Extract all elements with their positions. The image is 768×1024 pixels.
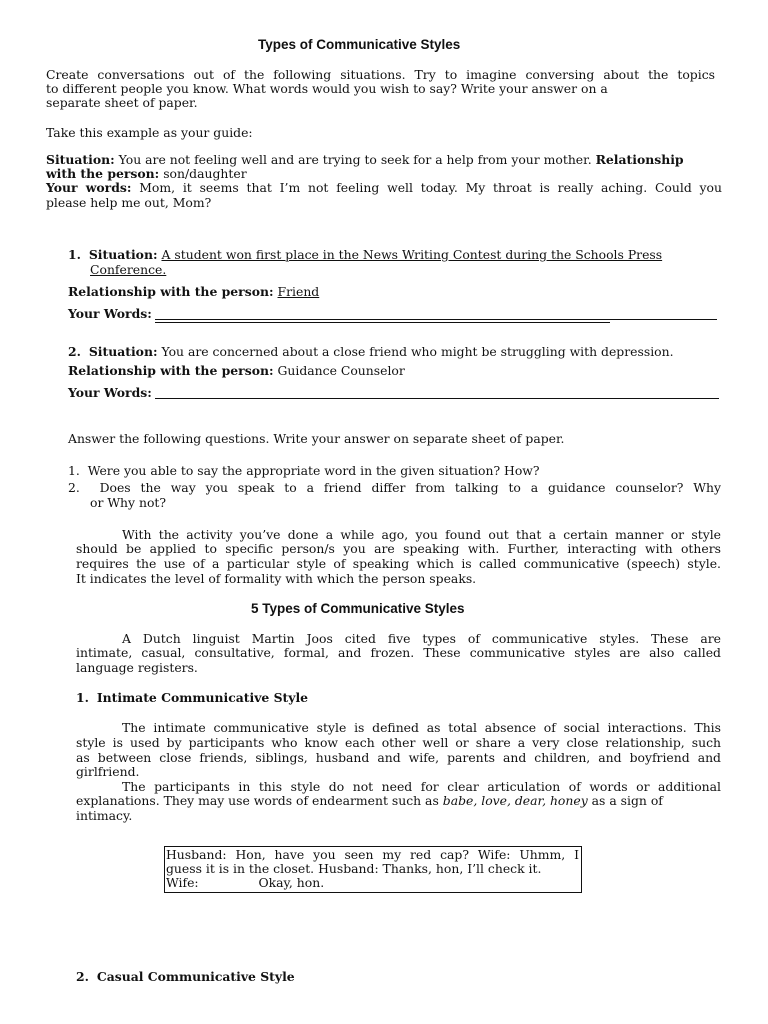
dialogue-line-2: guess it is in the closet. Husband: Thanks, hon, I’ll check it. [166, 861, 542, 876]
dialogue-line-1: Husband: Hon, have you seen my red cap? Wife: Uhmm, I [166, 847, 579, 862]
example-situation-label: Situation: [46, 152, 115, 167]
exercise-2-number: 2. [68, 344, 81, 359]
example-relationship-label-2: with the person: [46, 166, 160, 181]
intimate-p2-text-end: as a sign of [591, 793, 663, 808]
intimate-terms: babe, love, dear, honey [442, 793, 588, 808]
intimate-p2-line-2 [76, 793, 663, 808]
example-relationship-value: son/daughter [163, 166, 247, 181]
exercise-1-situation [68, 247, 662, 262]
example-words-text: Mom, it seems that I’m not feeling well today. My throat is really aching. Could you [139, 180, 722, 195]
intimate-p2-line-3: intimacy. [76, 808, 133, 823]
casual-style-title: Casual Communicative Style [96, 969, 295, 984]
exercise-1-words [68, 306, 152, 321]
example-words [46, 180, 722, 195]
intimate-p1-line-4: girlfriend. [76, 764, 140, 779]
example-situation [46, 152, 722, 167]
casual-style-heading [76, 969, 295, 984]
example-words-cont: please help me out, Mom? [46, 195, 212, 210]
exercise-1-relationship-label: Relationship with the person: [68, 284, 274, 299]
joos-line-1: A Dutch linguist Martin Joos cited five types of communicative styles. These are [122, 631, 721, 646]
body-paragraph-1-line-1: With the activity you’ve done a while ago, you found out that a certain manner or style [122, 527, 721, 542]
example-situation-text: You are not feeling well and are trying to seek for a help from your mother. [118, 152, 592, 167]
page-title: Types of Communicative Styles [258, 37, 461, 52]
intro-line-2: to different people you know. What words would you wish to say? Write your answer on a [46, 81, 608, 96]
intimate-p1-line-1: The intimate communicative style is defined as total absence of social interactions. This [122, 720, 721, 735]
example-relationship-label: Relationship [595, 152, 684, 167]
question-2 [68, 480, 721, 495]
exercise-1-answer-line-2[interactable] [155, 310, 610, 323]
question-2-cont: or Why not? [90, 495, 167, 510]
intimate-style-heading [76, 690, 308, 705]
dialogue-speaker: Wife: [166, 875, 199, 890]
exercise-1-situation-cont: Conference. [90, 262, 167, 277]
exercise-1-words-label: Your Words: [68, 306, 152, 321]
intimate-p2-line-1: The participants in this style do not need for clear articulation of words or additional [122, 779, 721, 794]
intro-line-3: separate sheet of paper. [46, 95, 198, 110]
joos-line-2: intimate, casual, consultative, formal, and frozen. These communicative styles are also called [76, 645, 721, 660]
intimate-style-title: Intimate Communicative Style [96, 690, 309, 705]
body-paragraph-1-line-2: should be applied to specific person/s you are speaking with. Further, interacting with others [76, 541, 721, 556]
section-heading: 5 Types of Communicative Styles [251, 601, 465, 616]
body-paragraph-1-line-4: It indicates the level of formality with which the person speaks. [76, 571, 477, 586]
intimate-p2-text: explanations. They may use words of endearment such as [76, 793, 439, 808]
intimate-p1-line-3: as between close friends, siblings, husband and wife, parents and children, and boyfriend and [76, 750, 721, 765]
exercise-2-words-label: Your Words: [68, 385, 152, 400]
intimate-style-number: 1. [76, 690, 89, 705]
example-relationship [46, 166, 247, 181]
casual-style-number: 2. [76, 969, 89, 984]
exercise-1-situation-text: A student won first place in the News Writing Contest during the Schools Press [161, 247, 663, 262]
question-1-text: Were you able to say the appropriate word in the given situation? How? [87, 463, 540, 478]
exercise-1-situation-label: Situation: [88, 247, 158, 262]
question-1-number: 1. [68, 463, 80, 478]
example-intro: Take this example as your guide: [46, 125, 253, 140]
exercise-2-relationship-label: Relationship with the person: [68, 363, 274, 378]
joos-line-3: language registers. [76, 660, 198, 675]
exercise-2-situation [68, 344, 674, 359]
example-words-label: Your words: [46, 180, 132, 195]
exercise-2-words [68, 385, 152, 400]
exercise-1-relationship-value: Friend [277, 284, 320, 299]
question-1 [68, 463, 540, 478]
exercise-2-situation-label: Situation: [88, 344, 158, 359]
questions-instruction: Answer the following questions. Write your answer on separate sheet of paper. [68, 431, 565, 446]
question-2-number: 2. [68, 480, 80, 495]
intro-line-1: Create conversations out of the following situations. Try to imagine conversing about the topics [46, 67, 715, 82]
body-paragraph-1-line-3: requires the use of a particular style of speaking which is called communicative (speech) style. [76, 556, 721, 571]
exercise-1-relationship [68, 284, 319, 299]
intimate-p1-line-2: style is used by participants who know each other well or share a very close relationship, such [76, 735, 721, 750]
exercise-2-relationship-value: Guidance Counselor [277, 363, 405, 378]
dialogue-text: Okay, hon. [258, 875, 325, 890]
dialogue-line-3 [166, 875, 324, 890]
exercise-2-answer-line[interactable] [155, 385, 719, 399]
exercise-2-relationship [68, 363, 405, 378]
question-2-text: Does the way you speak to a friend differ from talking to a guidance counselor? Why [99, 480, 721, 495]
exercise-2-situation-text: You are concerned about a close friend who might be struggling with depression. [161, 344, 674, 359]
exercise-1-number: 1. [68, 247, 81, 262]
